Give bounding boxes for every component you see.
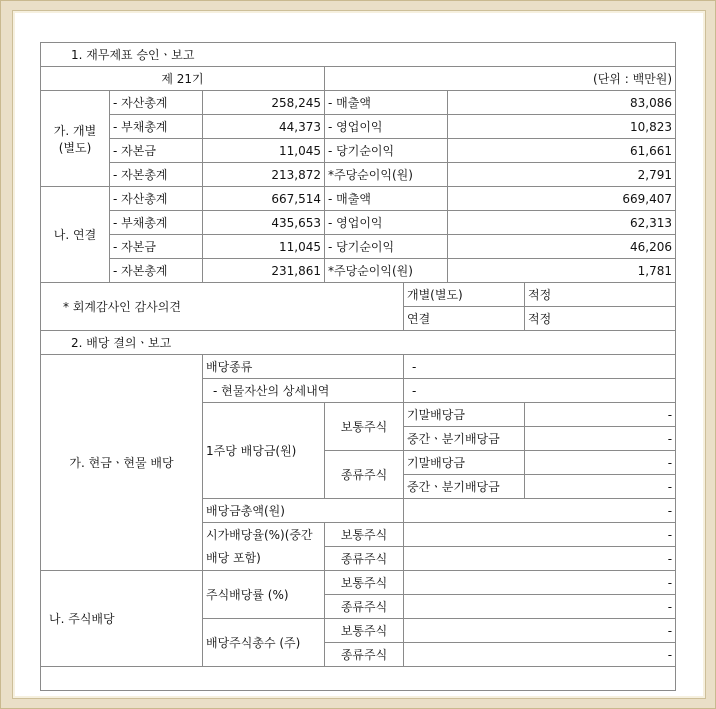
dividend-shares-value: -	[404, 643, 676, 667]
audit-type: 연결	[404, 307, 525, 331]
year-end-dividend-label: 기말배당금	[404, 451, 525, 475]
item-label: - 자본금	[110, 139, 203, 163]
dividend-shares-label: 배당주식총수 (주)	[203, 619, 325, 667]
stock-dividend-label: 나. 주식배당	[41, 571, 203, 667]
interim-dividend-label: 중간ㆍ분기배당금	[404, 427, 525, 451]
table-continuation-row	[41, 667, 676, 691]
item-value: 231,861	[203, 259, 325, 283]
audit-type: 개별(별도)	[404, 283, 525, 307]
item-value: 62,313	[448, 211, 676, 235]
separate-label-line2: (별도)	[58, 140, 92, 155]
item-value: 258,245	[203, 91, 325, 115]
common-stock-label: 보통주식	[325, 571, 404, 595]
item-value: 11,045	[203, 235, 325, 259]
item-value: 83,086	[448, 91, 676, 115]
dividend-shares-value: -	[404, 619, 676, 643]
item-value: 2,791	[448, 163, 676, 187]
item-value: 61,661	[448, 139, 676, 163]
item-label: - 부채총계	[110, 211, 203, 235]
stock-dividend-rate-value: -	[404, 595, 676, 619]
inkind-asset-label: - 현물자산의 상세내역	[203, 379, 404, 403]
inkind-asset-value: -	[404, 379, 676, 403]
item-value: 669,407	[448, 187, 676, 211]
consolidated-label: 나. 연결	[41, 187, 110, 283]
item-label: - 자본총계	[110, 259, 203, 283]
item-label: - 당기순이익	[325, 139, 448, 163]
dividend-kind-label: 배당종류	[203, 355, 404, 379]
item-value: 213,872	[203, 163, 325, 187]
item-label: *주당순이익(원)	[325, 259, 448, 283]
separate-label-line1: 가. 개별	[53, 123, 97, 138]
per-share-dividend-label: 1주당 배당금(원)	[203, 403, 325, 499]
per-share-value: -	[525, 427, 676, 451]
stock-dividend-rate-label: 주식배당률 (%)	[203, 571, 325, 619]
item-label: - 매출액	[325, 187, 448, 211]
section1-title: 1. 재무제표 승인ㆍ보고	[41, 43, 676, 67]
item-value: 44,373	[203, 115, 325, 139]
item-label: - 자본총계	[110, 163, 203, 187]
per-share-value: -	[525, 475, 676, 499]
cash-dividend-label: 가. 현금ㆍ현물 배당	[41, 355, 203, 571]
dividend-kind-value: -	[404, 355, 676, 379]
year-end-dividend-label: 기말배당금	[404, 403, 525, 427]
dividend-yield-value: -	[404, 547, 676, 571]
unit-label: (단위 : 백만원)	[325, 67, 676, 91]
item-label: - 자산총계	[110, 187, 203, 211]
item-label: - 자산총계	[110, 91, 203, 115]
audit-opinion-label: * 회계감사인 감사의견	[41, 283, 404, 331]
item-label: - 매출액	[325, 91, 448, 115]
preferred-stock-label: 종류주식	[325, 547, 404, 571]
item-label: - 부채총계	[110, 115, 203, 139]
per-share-value: -	[525, 403, 676, 427]
common-stock-label: 보통주식	[325, 619, 404, 643]
item-value: 11,045	[203, 139, 325, 163]
item-label: - 자본금	[110, 235, 203, 259]
per-share-value: -	[525, 451, 676, 475]
item-value: 10,823	[448, 115, 676, 139]
item-label: *주당순이익(원)	[325, 163, 448, 187]
item-label: - 영업이익	[325, 211, 448, 235]
preferred-stock-label: 종류주식	[325, 451, 404, 499]
item-value: 46,206	[448, 235, 676, 259]
audit-opinion: 적정	[525, 307, 676, 331]
dividend-yield-label: 시가배당율(%)(중간배당 포함)	[203, 523, 325, 571]
common-stock-label: 보통주식	[325, 523, 404, 547]
dividend-yield-value: -	[404, 523, 676, 547]
item-value: 667,514	[203, 187, 325, 211]
disclosure-table	[40, 42, 676, 691]
disclosure-document	[40, 42, 675, 691]
item-label: - 당기순이익	[325, 235, 448, 259]
item-value: 435,653	[203, 211, 325, 235]
item-label: - 영업이익	[325, 115, 448, 139]
stock-dividend-rate-value: -	[404, 571, 676, 595]
section2-title: 2. 배당 결의ㆍ보고	[41, 331, 676, 355]
common-stock-label: 보통주식	[325, 403, 404, 451]
total-dividend-label: 배당금총액(원)	[203, 499, 404, 523]
separate-label	[41, 91, 110, 187]
total-dividend-value: -	[404, 499, 676, 523]
preferred-stock-label: 종류주식	[325, 643, 404, 667]
preferred-stock-label: 종류주식	[325, 595, 404, 619]
period-label: 제 21기	[41, 67, 325, 91]
interim-dividend-label: 중간ㆍ분기배당금	[404, 475, 525, 499]
item-value: 1,781	[448, 259, 676, 283]
audit-opinion: 적정	[525, 283, 676, 307]
